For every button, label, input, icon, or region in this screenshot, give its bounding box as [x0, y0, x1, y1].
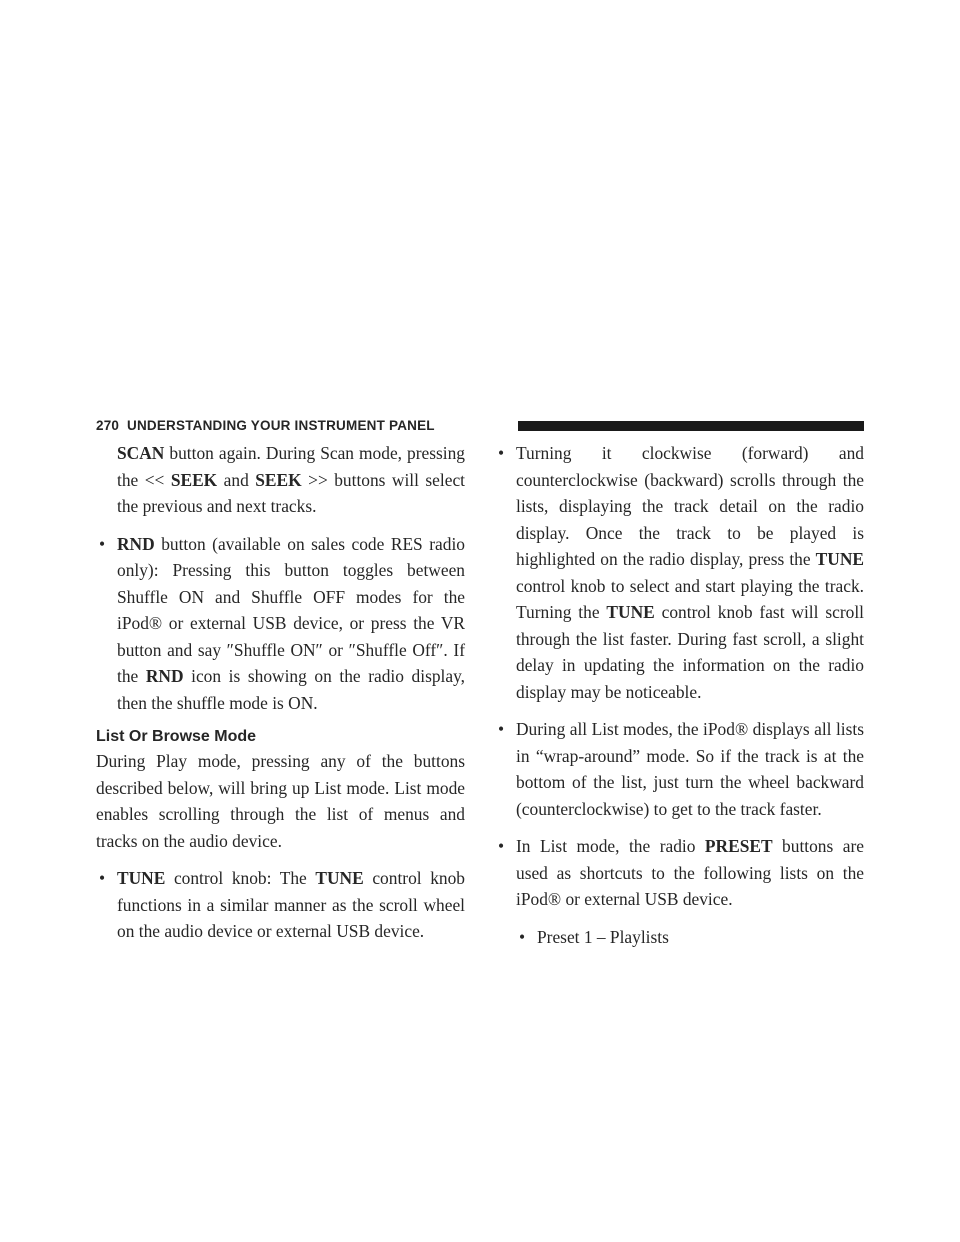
header-rule-bar	[518, 421, 864, 431]
section-title: UNDERSTANDING YOUR INSTRUMENT PANEL	[127, 418, 435, 433]
page-number: 270	[96, 418, 120, 433]
bullet-icon: •	[519, 926, 526, 947]
tune-bullet-item: • TUNE control knob: The TUNE control knob functions in a similar manner as the scroll wheel on the audio device or external USB device.	[96, 865, 465, 945]
bullet-icon: •	[498, 719, 505, 739]
turning-bullet-item: • Turning it clockwise (forward) and counterclockwise (backward) scrolls through the lists, displaying the track detail on the radio display. Once the track to be played is highlighted on the radio display, press the TUNE control knob to select and start playing the track. Turning the TUNE control knob fast will scroll through the list faster. During fast scroll, a slight delay in updating the information on the radio display may be noticeable.	[495, 440, 864, 705]
page-header	[96, 417, 864, 436]
list-mode-intro-paragraph: During Play mode, pressing any of the buttons described below, will bring up List mode. List mode enables scrolling through the list of menus and tracks on the audio device.	[96, 751, 465, 851]
bullet-icon: •	[498, 443, 505, 463]
bullet-icon: •	[99, 868, 106, 888]
preset-bullet-item: • In List mode, the radio PRESET buttons are used as shortcuts to the following lists on the iPod® or external USB device.	[495, 833, 864, 913]
scan-continuation-paragraph: SCAN button again. During Scan mode, pressing the << SEEK and SEEK >> buttons will select the previous and next tracks.	[117, 443, 466, 516]
preset-1-sub-item: • Preset 1 – Playlists	[495, 924, 864, 951]
rnd-bullet-item: • RND button (available on sales code RES radio only): Pressing this button toggles between Shuffle ON and Shuffle OFF modes for the iPod® or external USB device, or press the VR button and say ″Shuffle ON″ or ″Shuffle Off″. If the RND icon is showing on the radio display, then the shuffle mode is ON.	[96, 531, 465, 717]
left-column	[96, 440, 465, 945]
list-browse-mode-heading: List Or Browse Mode	[96, 728, 257, 745]
bullet-icon: •	[99, 533, 106, 554]
wrap-around-bullet-item: • During all List modes, the iPod® displays all lists in “wrap-around” mode. So if the track is at the bottom of the list, just turn the wheel backward (counterclockwise) to get to the track faster.	[495, 716, 864, 822]
right-column	[495, 440, 864, 950]
bullet-icon: •	[498, 836, 505, 856]
